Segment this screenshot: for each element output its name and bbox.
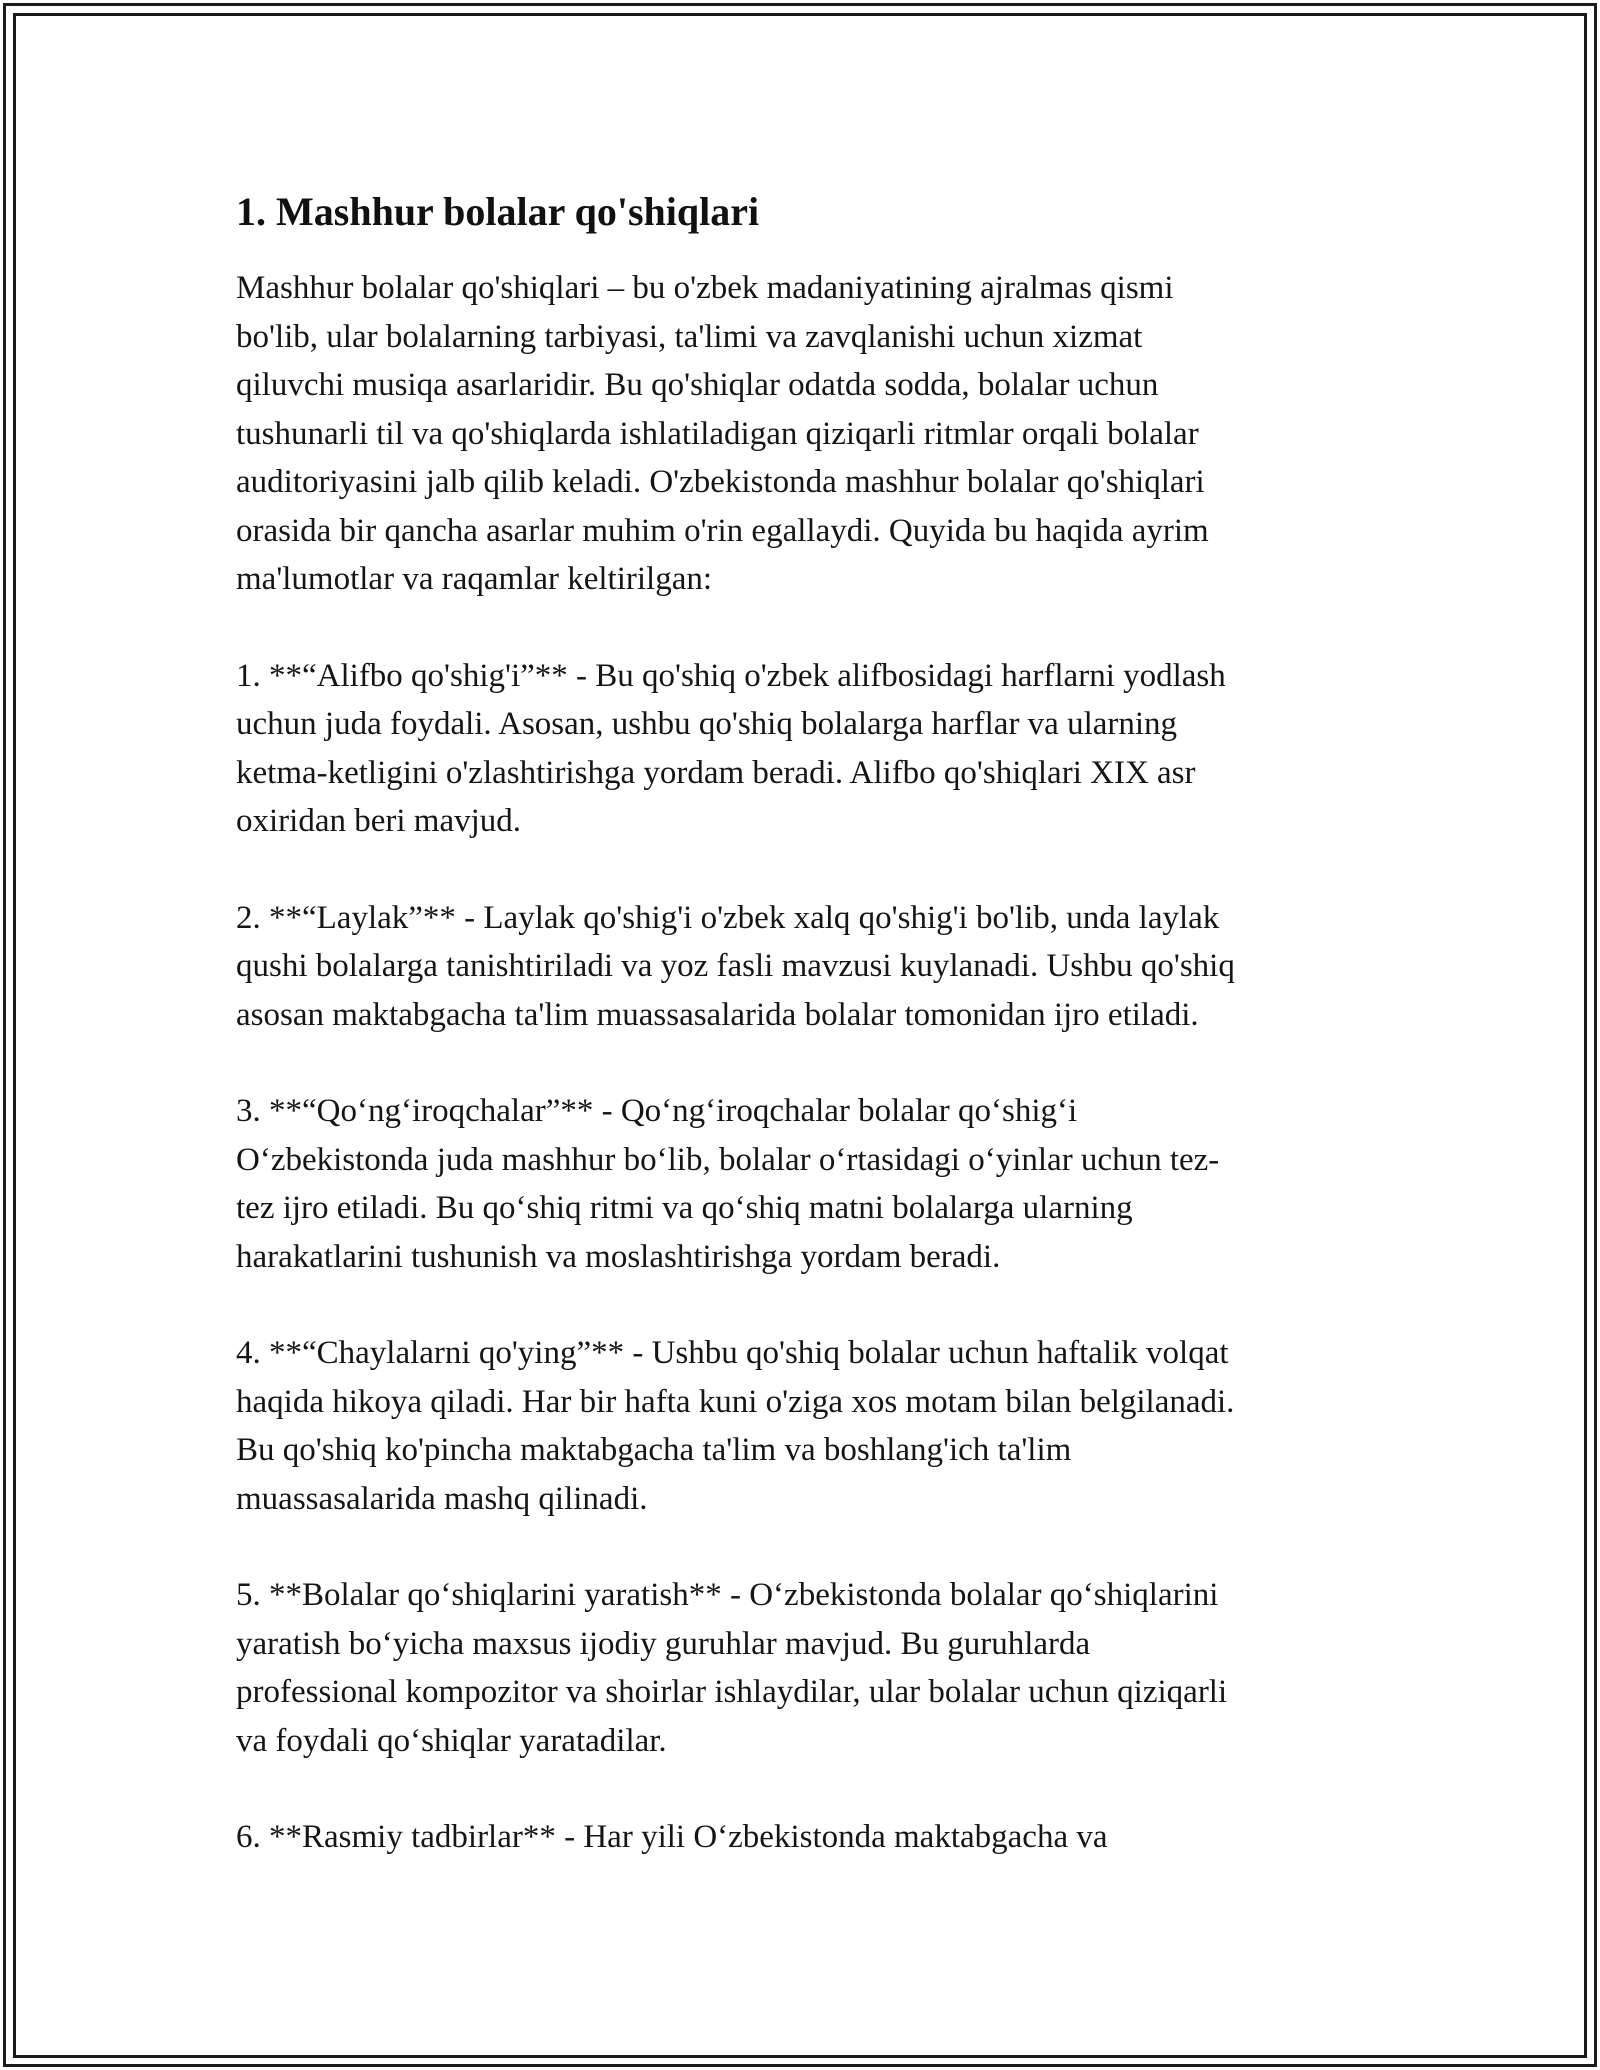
list-item-rasmiy-tadbirlar: 6. **Rasmiy tadbirlar** - Har yili Oʻzbekistonda maktabgacha va <box>236 1819 1108 1855</box>
list-item-yaratish: 5. **Bolalar qoʻshiqlarini yaratish** - Oʻzbekistonda bolalar qoʻshiqlarini yaratish boʻyicha maxsus ijodiy guruhlar mavjud. Bu guruhlarda professional kompozitor va shoirlar ishlaydilar, ular bolalar uchun qiziqarli va foydali qoʻshiqlar yaratadilar. <box>236 1577 1228 1759</box>
list-item-chaylalarni: 4. **“Chaylalarni qo'ying”** - Ushbu qo'shiq bolalar uchun haftalik volqat haqida hikoya qiladi. Har bir hafta kuni o'ziga xos motam bilan belgilanadi. Bu qo'shiq ko'pincha maktabgacha ta'lim va boshlang'ich ta'lim muassasalarida mashq qilinadi. <box>236 1335 1235 1517</box>
list-item-laylak: 2. **“Laylak”** - Laylak qo'shig'i o'zbek xalq qo'shig'i bo'lib, unda laylak qushi bolalarga tanishtiriladi va yoz fasli mavzusi kuylanadi. Ushbu qo'shiq asosan maktabgacha ta'lim muassasalarida bolalar tomonidan ijro etiladi. <box>236 899 1235 1033</box>
list-item-alifbo: 1. **“Alifbo qo'shig'i”** - Bu qo'shiq o'zbek alifbosidagi harflarni yodlash uchun juda foydali. Asosan, ushbu qo'shiq bolalarga harflar va ularning ketma-ketligini o'zlashtirishga yordam beradi. Alifbo qo'shiqlari XIX asr oxiridan beri mavjud. <box>236 657 1226 839</box>
list-item-qongiroqchalar: 3. **“Qoʻngʻiroqchalar”** - Qoʻngʻiroqchalar bolalar qoʻshigʻi Oʻzbekistonda juda mashhur boʻlib, bolalar oʻrtasidagi oʻyinlar uchun tez- tez ijro etiladi. Bu qoʻshiq ritmi va qoʻshiq matni bolalarga ularning harakatlarini tushunish va moslashtirishga yordam beradi. <box>236 1093 1220 1275</box>
section-heading: 1. Mashhur bolalar qo'shiqlari <box>236 189 760 234</box>
intro-paragraph: Mashhur bolalar qo'shiqlari – bu o'zbek madaniyatining ajralmas qismi bo'lib, ular bolalarning tarbiyasi, ta'limi va zavqlanishi uchun xizmat qiluvchi musiqa asarlaridir. Bu qo'shiqlar odatda sodda, bolalar uchun tushunarli til va qo'shiqlarda ishlatiladigan qiziqarli ritmlar orqali bolalar auditoriyasini jalb qilib keladi. O'zbekistonda mashhur bolalar qo'shiqlari orasida bir qancha asarlar muhim o'rin egallaydi. Quyida bu haqida ayrim ma'lumotlar va raqamlar keltirilgan: <box>236 270 1209 597</box>
document-body <box>236 182 1386 1910</box>
